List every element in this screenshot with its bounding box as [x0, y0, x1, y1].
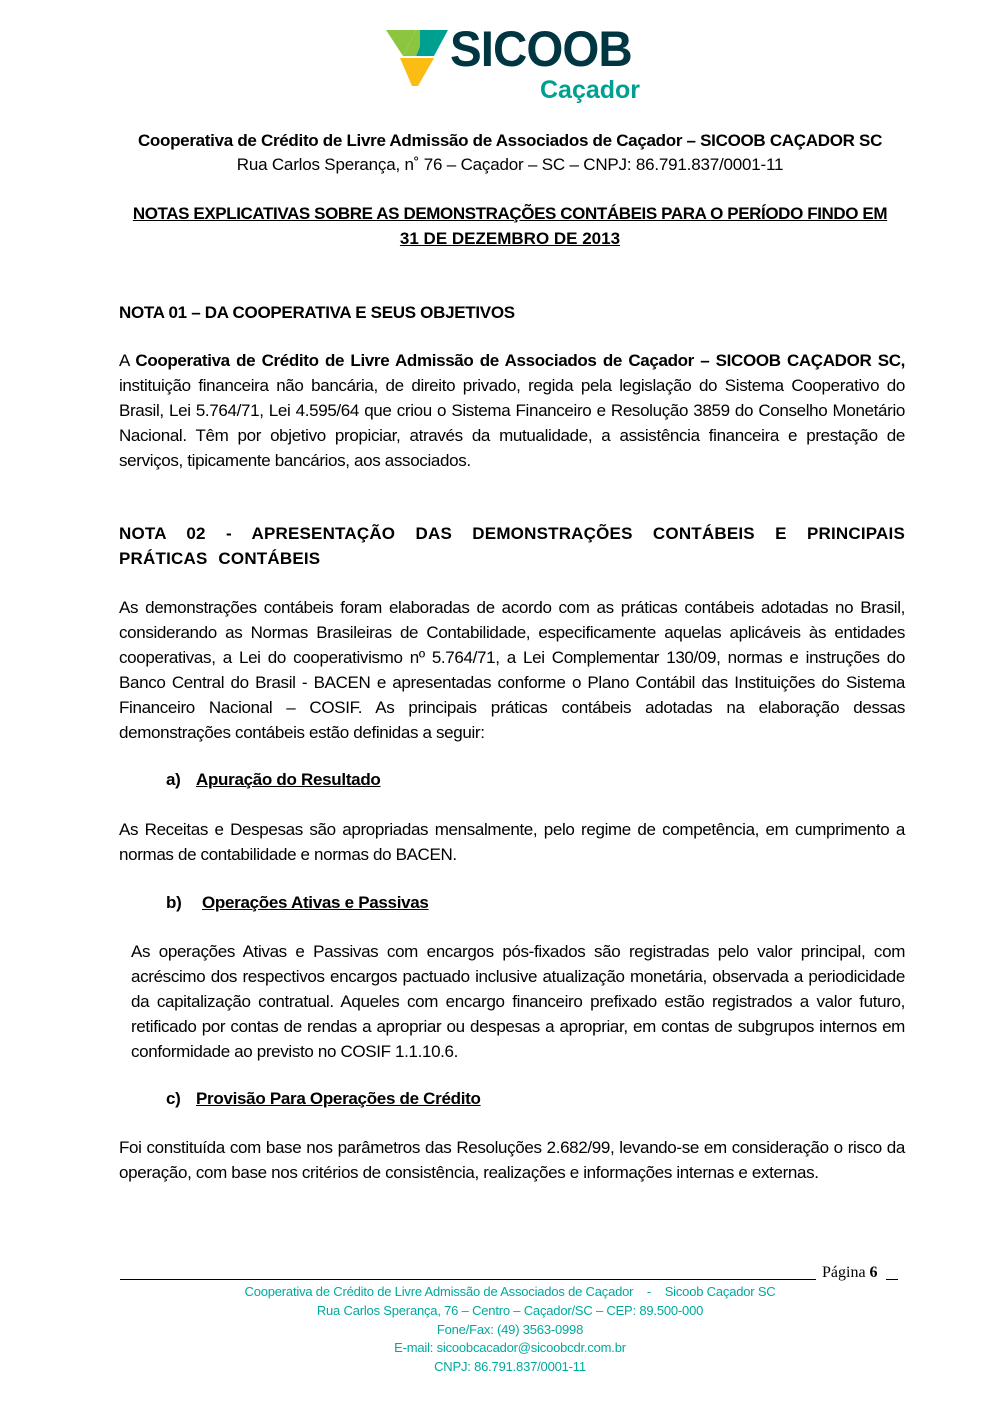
page-number-label — [822, 1264, 878, 1282]
nota02-heading: NOTA 02 - APRESENTAÇÃO DAS DEMONSTRAÇÕES CONTÁBEIS E PRINCIPAIS PRÁTICAS CONTÁBEIS — [119, 524, 905, 568]
document-title-line2: 31 DE DEZEMBRO DE 2013 — [399, 229, 621, 248]
document-title-line1: NOTAS EXPLICATIVAS SOBRE AS DEMONSTRAÇÕES CONTÁBEIS PARA O PERÍODO FINDO EM — [132, 204, 888, 223]
nota01-bold-org: Cooperativa de Crédito de Livre Admissão de Associados de Caçador – SICOOB CAÇADOR SC, — [135, 351, 905, 370]
sicoob-triangle-icon — [386, 28, 450, 86]
footer-divider — [120, 1279, 816, 1280]
item-c-body: Foi constituída com base nos parâmetros das Resoluções 2.682/99, levando-se em consideração o risco da operação, com base nos critérios de consistência, realizações e informações internas e externas. — [119, 1138, 905, 1182]
nota02-paragraph: As demonstrações contábeis foram elaboradas de acordo com as práticas contábeis adotadas no Brasil, considerando as Normas Brasileiras de Contabilidade, especificamente aquelas aplicáveis às entidades cooperativas, a Lei do cooperativismo nº 5.764/71, a Lei Complementar 130/09, normas e instruções do Banco Central do Brasil - BACEN e apresentadas conforme o Plano Contábil das Instituições do Sistema Financeiro Nacional – COSIF. As principais práticas contábeis adotadas na elaboração dessas demonstrações contábeis estão definidas a seguir: — [119, 598, 905, 742]
nota01-body: instituição financeira não bancária, de direito privado, regida pela legislação do Sistema Cooperativo do Brasil, Lei 5.764/71, Lei 4.595/64 que criou o Sistema Financeiro e Resolução 3859 do Conselho Monetário Nacional. Têm por objetivo propiciar, através da mutualidade, a assistência financeira e prestação de serviços, tipicamente bancários, aos associados. — [119, 376, 905, 470]
item-a-heading — [166, 767, 381, 792]
nota01-lead: A — [119, 351, 136, 370]
footer-org-line: Cooperativa de Crédito de Livre Admissão de Associados de Caçador - Sicoob Caçador SC — [244, 1284, 776, 1299]
item-a-letter: a) — [166, 770, 181, 789]
item-b-body: As operações Ativas e Passivas com encargos pós-fixados são registradas pelo valor principal, com acréscimo dos respectivos encargos pactuado inclusive atualização monetária, observada a periodicidade da capitalização contratual. Aqueles com encargo financeiro prefixado estão registrados a valor futuro, retificado por contas de rendas a apropriar ou despesas a apropriar, em contas de subgrupos internos em conformidade ao previsto no COSIF 1.1.10.6. — [131, 942, 905, 1061]
nota01-paragraph — [119, 348, 905, 473]
item-a-body: As Receitas e Despesas são apropriadas mensalmente, pelo regime de competência, em cumprimento a normas de contabilidade e normas do BACEN. — [119, 820, 905, 864]
footer-cnpj: CNPJ: 86.791.837/0001-11 — [434, 1359, 586, 1374]
org-address: Rua Carlos Sperança, n˚ 76 – Caçador – SC – CNPJ: 86.791.837/0001-11 — [236, 155, 784, 174]
sicoob-logo — [386, 21, 642, 108]
logo-brand: SICOOB — [450, 21, 632, 77]
item-c-letter: c) — [166, 1089, 181, 1108]
page-prefix: Página — [822, 1264, 870, 1281]
item-c-heading — [166, 1086, 481, 1111]
footer-phone: Fone/Fax: (49) 3563-0998 — [436, 1322, 584, 1337]
logo-subtitle: Caçador — [540, 76, 641, 104]
item-b-title: Operações Ativas e Passivas — [202, 893, 429, 912]
footer-email: E-mail: sicoobcacador@sicoobcdr.com.br — [394, 1340, 626, 1355]
page-number: 6 — [869, 1264, 878, 1281]
org-name: Cooperativa de Crédito de Livre Admissão de Associados de Caçador – SICOOB CAÇADOR SC — [137, 131, 883, 150]
item-a-title: Apuração do Resultado — [196, 770, 381, 789]
footer-divider-tail — [886, 1279, 898, 1280]
nota01-heading: NOTA 01 – DA COOPERATIVA E SEUS OBJETIVOS — [119, 303, 515, 322]
item-b-letter: b) — [166, 893, 182, 912]
item-b-heading — [166, 890, 429, 915]
item-c-title: Provisão Para Operações de Crédito — [196, 1089, 481, 1108]
footer-address: Rua Carlos Sperança, 76 – Centro – Caçador/SC – CEP: 89.500-000 — [316, 1303, 704, 1318]
